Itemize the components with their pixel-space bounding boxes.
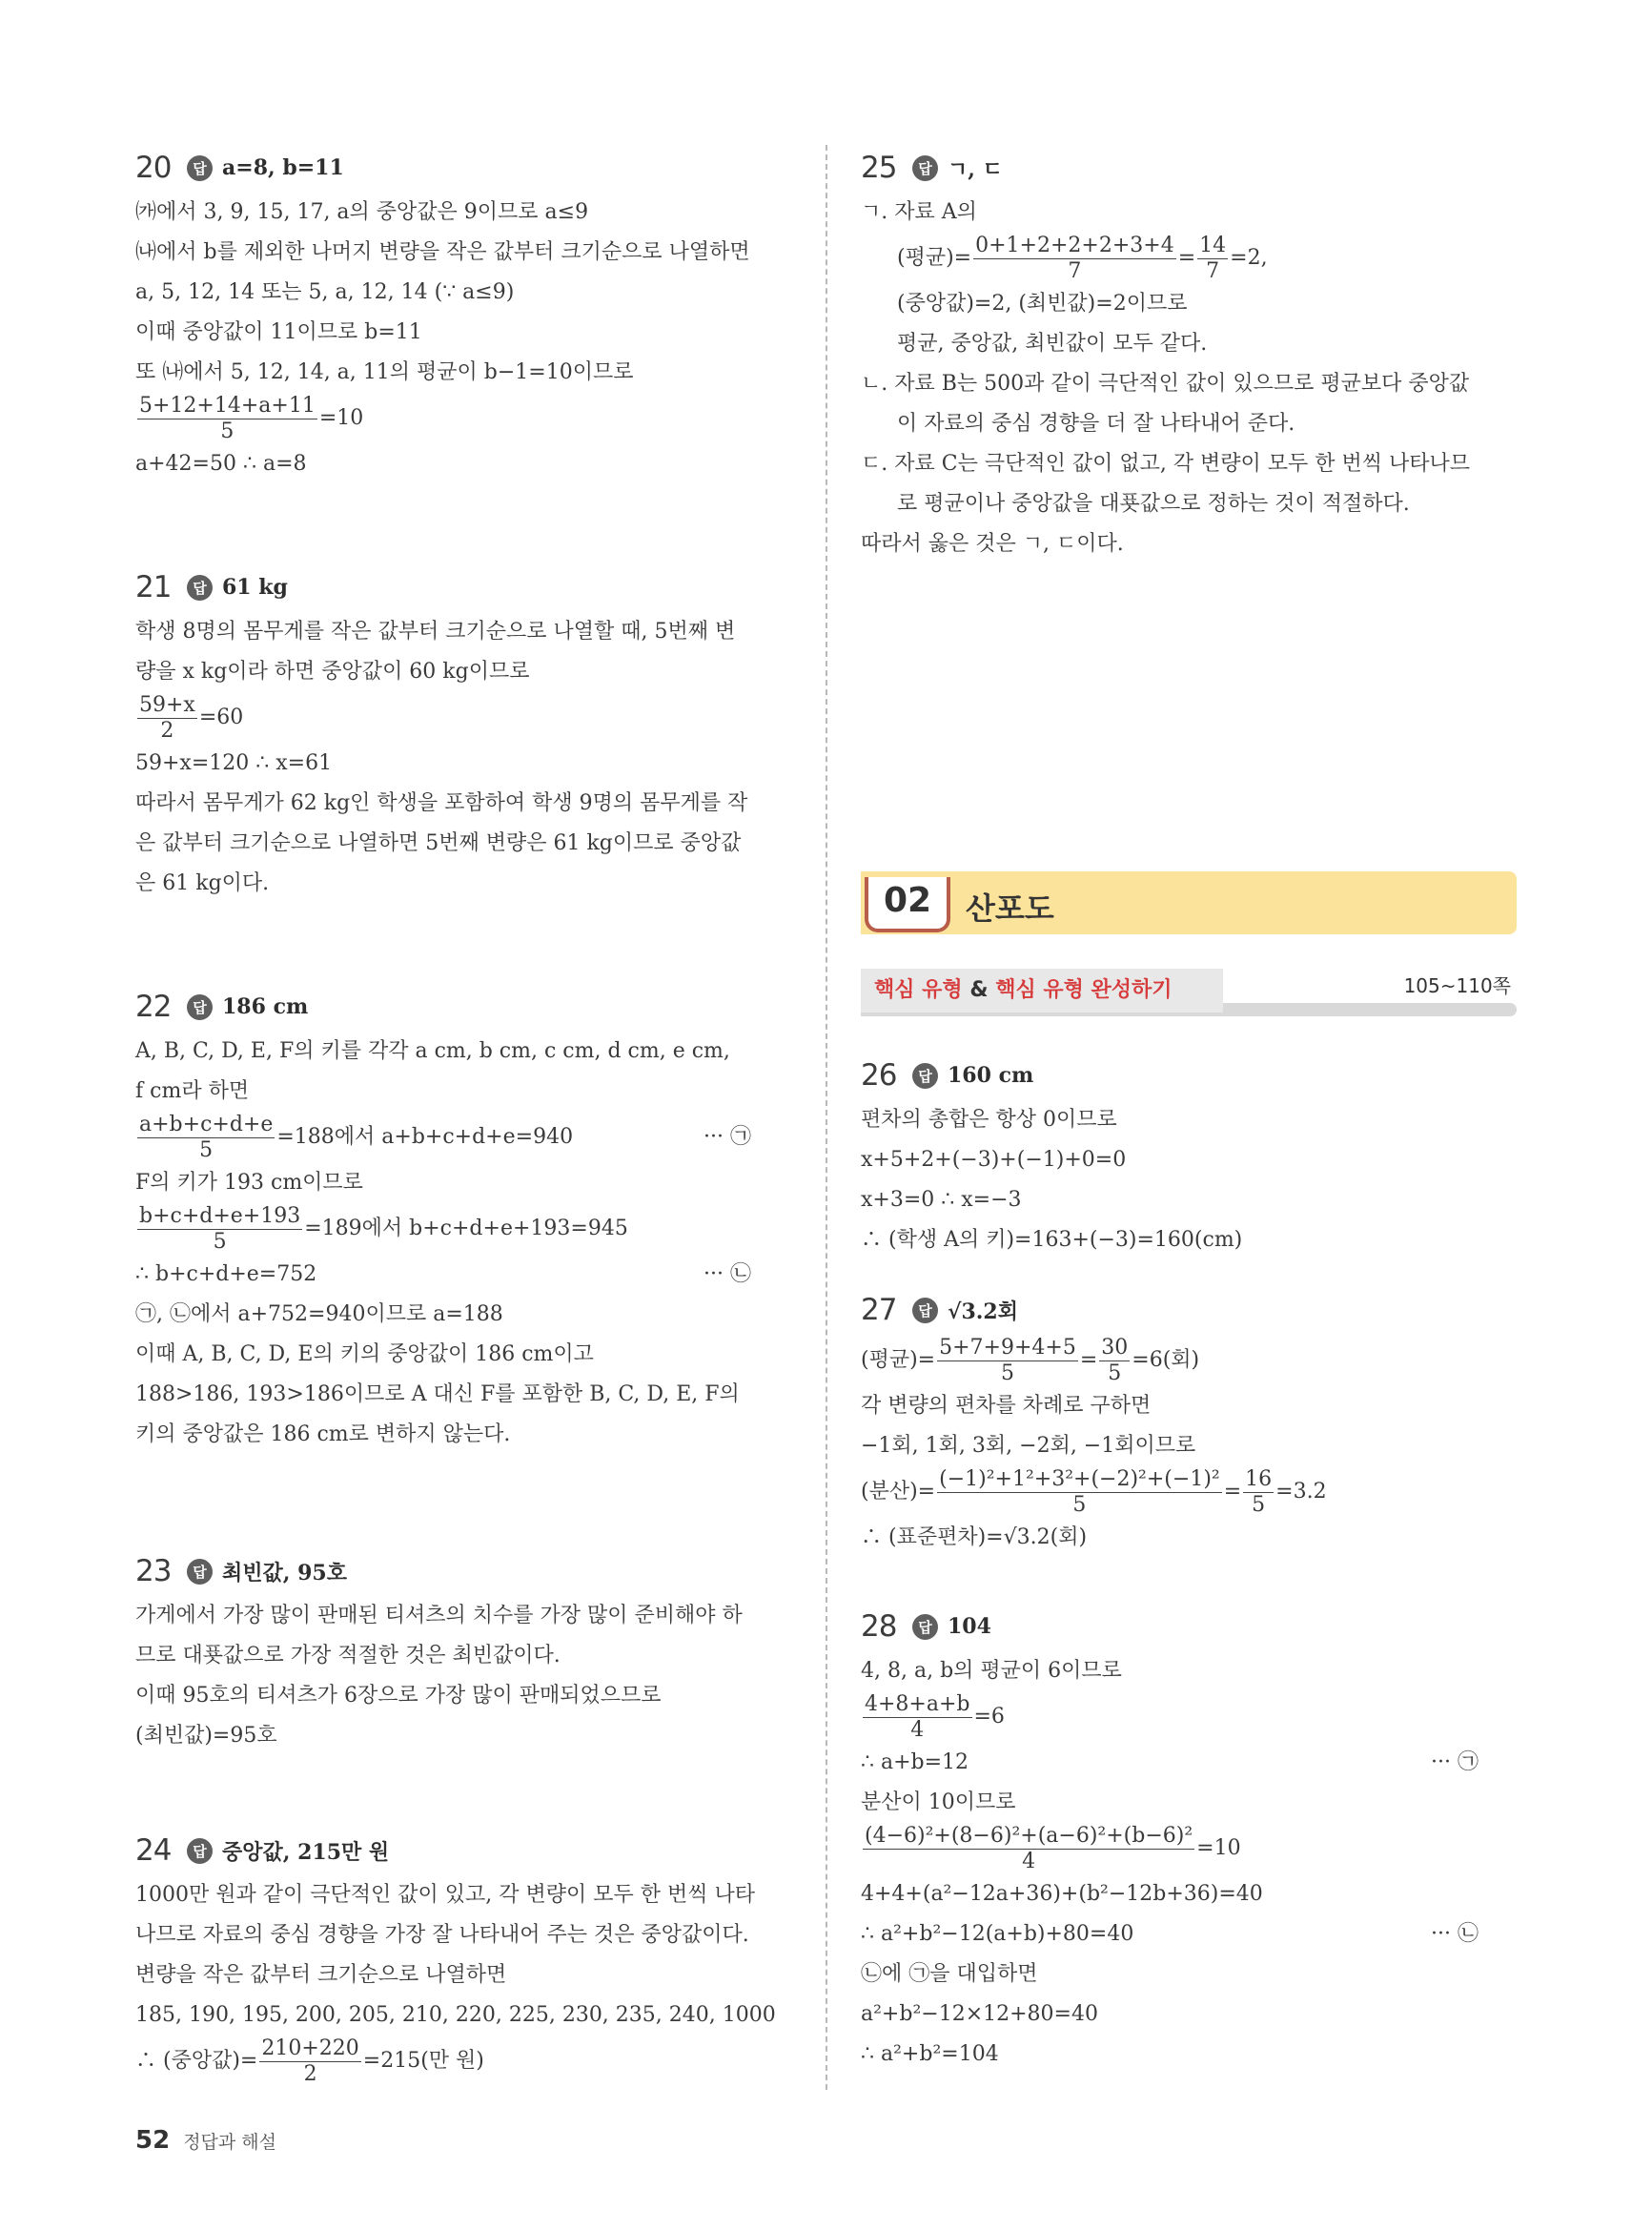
answer-badge: 답 (912, 1614, 938, 1640)
problem-24 (135, 1826, 789, 2087)
solution-line: ∴ a+b=12 ··· ㉠ (861, 1743, 1517, 1783)
fraction: $\frac{14}{7}$ (1199, 233, 1227, 283)
solution-line: 은 61 kg이다. (135, 871, 270, 895)
solution-line: ∴ (표준편차)=√3.2(회) (861, 1525, 1088, 1549)
solution-line: 각 변량의 편차를 차례로 구하면 (861, 1394, 1152, 1418)
problem-number: 22 (135, 990, 172, 1024)
solution-line: ∴ (학생 A의 키)=163+(−3)=160(cm) (861, 1228, 1243, 1252)
fraction: $\frac{5+7+9+4+5}{5}$ (939, 1335, 1076, 1385)
answer: 104 (948, 1614, 991, 1639)
equation-mark: ··· ㉠ (1431, 1750, 1479, 1774)
problem-number: 24 (135, 1833, 172, 1868)
problem-number: 26 (861, 1058, 897, 1093)
solution-line: ㄴ. 자료 B는 500과 같이 극단적인 값이 있으므로 평균보다 중앙값 (861, 372, 1470, 396)
section-header (861, 871, 1517, 934)
answer-badge: 답 (912, 155, 938, 181)
problem-27 (861, 1285, 1517, 1558)
solution-line: 따라서 몸무게가 62 kg인 학생을 포함하여 학생 9명의 몸무게를 작 (135, 791, 748, 815)
strip-label: 핵심 유형 & 핵심 유형 완성하기 (861, 969, 1223, 1013)
solution-line: 평균, 중앙값, 최빈값이 모두 같다. (897, 332, 1208, 356)
solution-line: 59+x=120 ∴ x=61 (135, 751, 333, 775)
solution-line: 키의 중앙값은 186 cm로 변하지 않는다. (135, 1422, 511, 1446)
solution-line: 로 평균이나 중앙값을 대푯값으로 정하는 것이 적절하다. (897, 492, 1410, 516)
solution-line: x+3=0 ∴ x=−3 (861, 1188, 1022, 1212)
solution-line: a, 5, 12, 14 또는 5, a, 12, 14 (∵ a≤9) (135, 280, 515, 304)
fraction: $\frac{59+x}{2}$ (139, 692, 195, 743)
answer: 160 cm (948, 1063, 1034, 1088)
answer-badge: 답 (187, 575, 213, 601)
solution-line: ∴ a²+b²−12(a+b)+80=40 ··· ㉡ (861, 1914, 1517, 1954)
solution-line: ㉡에 ㉠을 대입하면 (861, 1962, 1038, 1986)
fraction: $\frac{\text{(−1)²+1²+3²+(−2)²+(−1)²}}{5}$ (939, 1466, 1220, 1517)
fraction-line: (분산)= $\frac{\text{(−1)²+1²+3²+(−2)²+(−1)²}}{5}$ = $\frac{16}{5}$ =3.2 (861, 1466, 1327, 1517)
solution-line: 이때 95호의 티셔츠가 6장으로 가장 많이 판매되었으므로 (135, 1684, 662, 1708)
problem-25 (861, 143, 1517, 564)
answer: 61 kg (222, 575, 288, 600)
answer: √3.2회 (948, 1299, 1018, 1324)
solution-line: A, B, C, D, E, F의 키를 각각 a cm, b cm, c cm, d cm, e cm, (135, 1039, 730, 1063)
fraction-line: $\frac{59+x}{2}$ =60 (139, 692, 244, 743)
problem-number: 20 (135, 151, 172, 185)
solution-line: 나므로 자료의 중심 경향을 가장 잘 나타내어 주는 것은 중앙값이다. (135, 1923, 749, 1947)
fraction-line: (평균)= $\frac{0+1+2+2+2+3+4}{7}$ = $\frac{14}{7}$ =2, (897, 233, 1268, 283)
answer: 중앙값, 215만 원 (222, 1839, 390, 1865)
answer: 최빈값, 95호 (222, 1560, 347, 1586)
fraction-line: ∴ (중앙값)= $\frac{210+220}{2}$ =215(만 원) (135, 2036, 484, 2086)
solution-line: ∴ b+c+d+e=752 ··· ㉡ (135, 1255, 789, 1295)
solution-line: x+5+2+(−3)+(−1)+0=0 (861, 1148, 1127, 1172)
fraction: $\frac{5+12+14+a+11}{5}$ (139, 393, 316, 443)
footer-title: 정답과 해설 (183, 2132, 276, 2153)
fraction-line: $\frac{\text{(4−6)²+(8−6)²+(a−6)²+(b−6)²}}{4}$ =10 (865, 1823, 1241, 1873)
equation-mark: ··· ㉠ (704, 1125, 751, 1149)
solution-line: 학생 8명의 몸무게를 작은 값부터 크기순으로 나열할 때, 5번째 변 (135, 620, 736, 644)
fraction: $\frac{\text{(4−6)²+(8−6)²+(a−6)²+(b−6)²}}{4}$ (865, 1823, 1193, 1873)
fraction: $\frac{a+b+c+d+e}{5}$ (139, 1112, 274, 1162)
answer-badge: 답 (187, 1838, 213, 1864)
answer: a=8, b=11 (222, 155, 344, 180)
solution-line: 또 ㈏에서 5, 12, 14, a, 11의 평균이 b−1=10이므로 (135, 360, 634, 384)
solution-line: 량을 x kg이라 하면 중앙값이 60 kg이므로 (135, 660, 530, 684)
solution-line: 188>186, 193>186이므로 A 대신 F를 포함한 B, C, D, E, F의 (135, 1382, 740, 1406)
answer-badge: 답 (912, 1063, 938, 1089)
problem-21 (135, 563, 789, 904)
solution-line: F의 키가 193 cm이므로 (135, 1171, 363, 1195)
solution-line: −1회, 1회, 3회, −2회, −1회이므로 (861, 1434, 1196, 1458)
fraction-line: (평균)= $\frac{5+7+9+4+5}{5}$ = $\frac{30}{5}$ =6(회) (861, 1335, 1200, 1385)
fraction: $\frac{210+220}{2}$ (261, 2036, 359, 2086)
answer-badge: 답 (187, 155, 213, 181)
problem-26 (861, 1051, 1517, 1260)
solution-line: ㈎에서 3, 9, 15, 17, a의 중앙값은 9이므로 a≤9 (135, 200, 589, 224)
equation-mark: ··· ㉡ (1431, 1922, 1479, 1946)
solution-line: a²+b²−12×12+80=40 (861, 2002, 1098, 2026)
fraction: $\frac{16}{5}$ (1245, 1466, 1273, 1517)
solution-line: 4, 8, a, b의 평균이 6이므로 (861, 1659, 1122, 1683)
solution-line: ㄷ. 자료 C는 극단적인 값이 없고, 각 변량이 모두 한 번씩 나타나므 (861, 452, 1471, 476)
section-number: 02 (865, 877, 950, 932)
fraction-line: $\frac{b+c+d+e+193}{5}$ =189에서 b+c+d+e+193=945 (139, 1203, 628, 1254)
solution-line: 4+4+(a²−12a+36)+(b²−12b+36)=40 (861, 1882, 1263, 1906)
problem-23 (135, 1546, 789, 1756)
solution-line: 변량을 작은 값부터 크기순으로 나열하면 (135, 1963, 507, 1987)
problem-22 (135, 982, 789, 1455)
solution-line: f cm라 하면 (135, 1079, 250, 1103)
fraction-line: $\frac{a+b+c+d+e}{5}$ =188에서 a+b+c+d+e=940 ··· ㉠ (135, 1112, 789, 1163)
fraction-line: $\frac{5+12+14+a+11}{5}$ =10 (139, 393, 364, 443)
solution-line: (중앙값)=2, (최빈값)=2이므로 (897, 292, 1188, 316)
solution-line: ㄱ. 자료 A의 (861, 200, 977, 224)
solution-line: 1000만 원과 같이 극단적인 값이 있고, 각 변량이 모두 한 번씩 나타 (135, 1883, 755, 1907)
solution-line: 편차의 총합은 항상 0이므로 (861, 1108, 1117, 1132)
page-number: 52 (135, 2126, 171, 2155)
solution-line: 이 자료의 중심 경향을 더 잘 나타내어 준다. (897, 412, 1295, 436)
answer: ㄱ, ㄷ (948, 156, 1003, 182)
solution-line: 므로 대푯값으로 가장 적절한 것은 최빈값이다. (135, 1644, 561, 1667)
problem-20 (135, 143, 789, 484)
fraction: $\frac{30}{5}$ (1101, 1335, 1129, 1385)
problem-28 (861, 1602, 1517, 2075)
problem-number: 23 (135, 1554, 172, 1588)
solution-line: 따라서 옳은 것은 ㄱ, ㄷ이다. (861, 532, 1124, 556)
answer-badge: 답 (187, 1559, 213, 1585)
solution-line: 은 값부터 크기순으로 나열하면 5번째 변량은 61 kg이므로 중앙값 (135, 831, 742, 855)
page-footer (135, 2126, 276, 2155)
solution-line: ∴ a²+b²=104 (861, 2042, 999, 2066)
solution-line: a+42=50 ∴ a=8 (135, 452, 307, 476)
fraction: $\frac{b+c+d+e+193}{5}$ (139, 1203, 301, 1254)
column-divider (826, 145, 827, 2090)
fraction: $\frac{0+1+2+2+2+3+4}{7}$ (975, 233, 1174, 283)
solution-line: (최빈값)=95호 (135, 1724, 277, 1748)
subsection-strip (861, 969, 1517, 1018)
problem-number: 27 (861, 1293, 897, 1327)
answer-badge: 답 (912, 1298, 938, 1323)
problem-number: 28 (861, 1609, 897, 1644)
fraction: $\frac{4+8+a+b}{4}$ (865, 1691, 970, 1742)
solution-line: ㉠, ㉡에서 a+752=940이므로 a=188 (135, 1302, 503, 1326)
solution-line: 분산이 10이므로 (861, 1790, 1016, 1814)
equation-mark: ··· ㉡ (704, 1262, 751, 1286)
solution-line: ㈏에서 b를 제외한 나머지 변량을 작은 값부터 크기순으로 나열하면 (135, 240, 750, 264)
solution-line: 이때 A, B, C, D, E의 키의 중앙값이 186 cm이고 (135, 1342, 594, 1366)
answer: 186 cm (222, 994, 309, 1019)
problem-number: 21 (135, 570, 172, 604)
fraction-line: $\frac{4+8+a+b}{4}$ =6 (865, 1691, 1005, 1742)
solution-line: 185, 190, 195, 200, 205, 210, 220, 225, 230, 235, 240, 1000 (135, 2003, 776, 2027)
solution-line: 이때 중앙값이 11이므로 b=11 (135, 320, 422, 344)
page-range: 105~110쪽 (1403, 974, 1511, 997)
solution-line: 가게에서 가장 많이 판매된 티셔츠의 치수를 가장 많이 준비해야 하 (135, 1604, 743, 1627)
section-title: 산포도 (966, 890, 1054, 927)
problem-number: 25 (861, 151, 897, 185)
answer-badge: 답 (187, 994, 213, 1020)
